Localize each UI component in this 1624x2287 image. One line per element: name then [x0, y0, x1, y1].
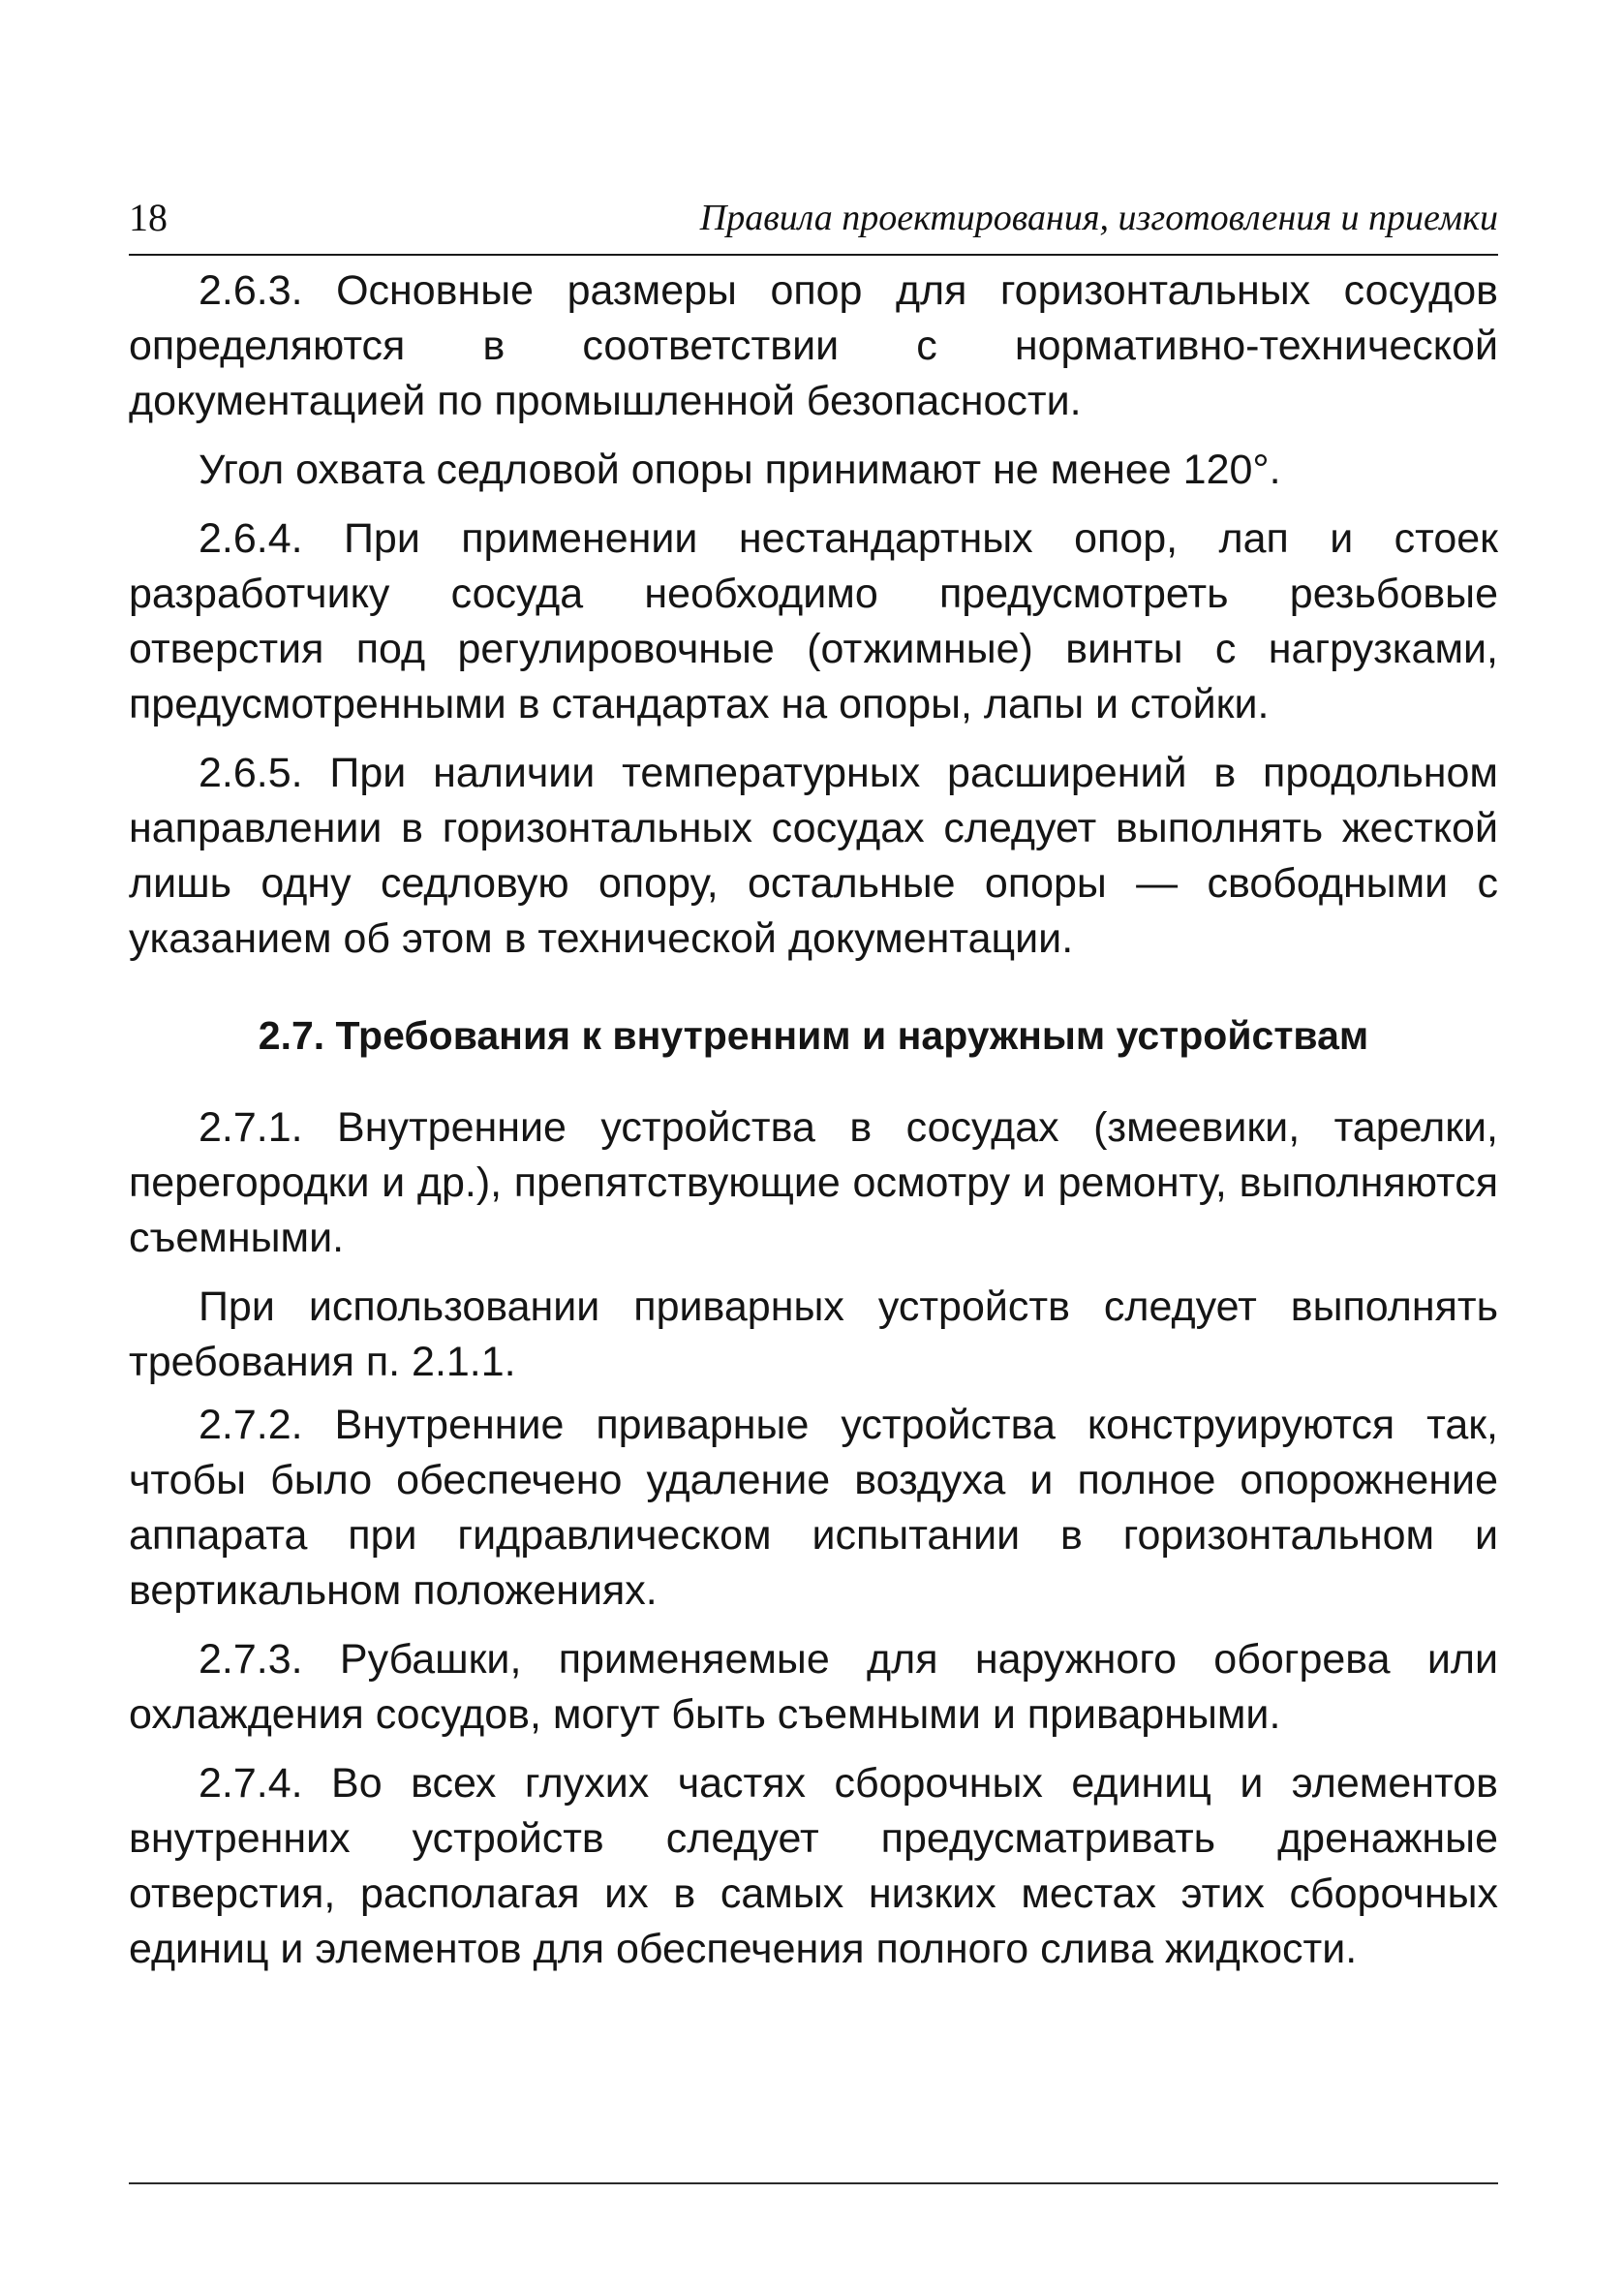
paragraph-2-6-3: 2.6.3. Основные размеры опор для горизонтальных сосудов определяются в соответствии с нормативно-технической документацией по промышленной безопасности.: [129, 267, 1498, 424]
page-header: [129, 186, 1498, 256]
page-number: 18: [129, 196, 168, 239]
paragraph-2-7-1: 2.7.1. Внутренние устройства в сосудах (змеевики, тарелки, перегородки и др.), препятствующие осмотру и ремонту, выполняются съемными.: [129, 1104, 1498, 1261]
running-title: Правила проектирования, изготовления и приемки: [699, 198, 1498, 238]
paragraph-welded-devices: При использовании приварных устройств следует выполнять требования п. 2.1.1.: [129, 1283, 1498, 1385]
bottom-divider: [129, 2182, 1498, 2184]
paragraph-2-7-2: 2.7.2. Внутренние приварные устройства конструируются так, чтобы было обеспечено удаление воздуха и полное опорожнение аппарата при гидравлическом испытании в горизонтальном и вертикальном положениях.: [129, 1402, 1498, 1614]
paragraph-2-7-3: 2.7.3. Рубашки, применяемые для наружного обогрева или охлаждения сосудов, могут быть съемными и приварными.: [129, 1636, 1498, 1738]
paragraph-2-6-4: 2.6.4. При применении нестандартных опор, лап и стоек разработчику сосуда необходимо предусмотреть резьбовые отверстия под регулировочные (отжимные) винты с нагрузками, предусмотренными в стандартах на опоры, лапы и стойки.: [129, 515, 1498, 727]
paragraph-2-6-5: 2.6.5. При наличии температурных расширений в продольном направлении в горизонтальных сосудах следует выполнять жесткой лишь одну седловую опору, остальные опоры — свободными с указанием об этом в технической документации.: [129, 750, 1498, 962]
paragraph-2-7-4: 2.7.4. Во всех глухих частях сборочных единиц и элементов внутренних устройств следует предусматривать дренажные отверстия, располагая их в самых низких местах этих сборочных единиц и элементов для обеспечения полного слива жидкости.: [129, 1760, 1498, 1972]
section-heading-2-7: 2.7. Требования к внутренним и наружным устройствам: [258, 1013, 1369, 1058]
paragraph-saddle-angle: Угол охвата седловой опоры принимают не менее 120°.: [199, 447, 1281, 493]
page-body: [129, 263, 1498, 1991]
